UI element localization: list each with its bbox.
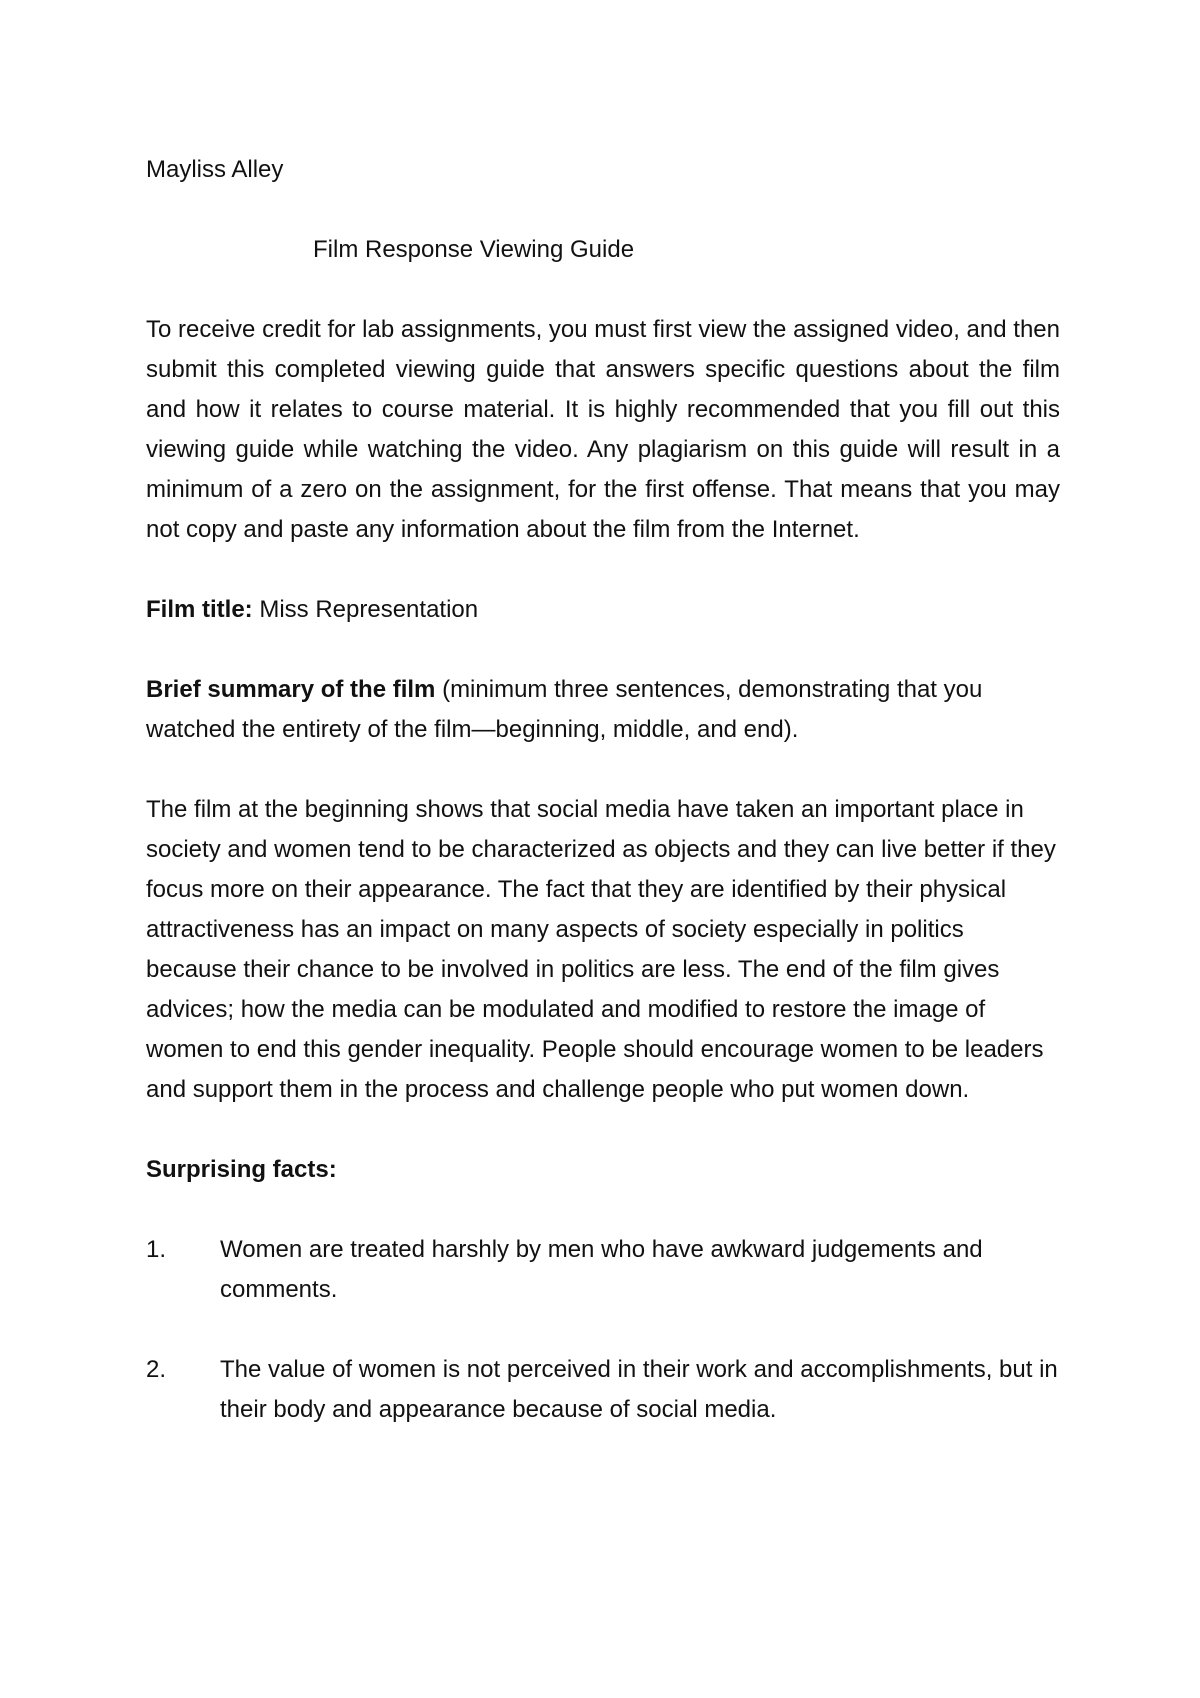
surprising-facts-list bbox=[146, 1230, 1060, 1430]
author-name: Mayliss Alley bbox=[146, 156, 284, 183]
list-item bbox=[146, 1350, 1060, 1430]
summary-heading bbox=[146, 670, 1060, 750]
list-item bbox=[146, 1230, 1060, 1310]
surprising-facts-label: Surprising facts: bbox=[146, 1156, 337, 1183]
list-item-text: The value of women is not perceived in their work and accomplishments, but in their body and appearance because of social media. bbox=[220, 1356, 1058, 1423]
film-title-label: Film title: bbox=[146, 596, 253, 623]
summary-instruction: (minimum three sentences, demonstrating that you watched the entirety of the film—beginning, middle, and end). bbox=[146, 676, 983, 743]
document-body bbox=[146, 150, 1060, 1470]
film-title-line bbox=[146, 590, 1060, 630]
list-item-number: 1. bbox=[146, 1236, 167, 1263]
instructions-paragraph: To receive credit for lab assignments, you must first view the assigned video, and then submit this completed viewing guide that answers specific questions about the film and how it relates to course material. It is highly recommended that you fill out this viewing guide while watching the video. Any plagiarism on this guide will result in a minimum of a zero on the assignment, for the first offense. That means that you may not copy and paste any information about the film from the Internet. bbox=[146, 316, 1060, 543]
film-title-value: Miss Representation bbox=[252, 596, 479, 623]
list-item-text: Women are treated harshly by men who have awkward judgements and comments. bbox=[220, 1236, 983, 1303]
list-item-number: 2. bbox=[146, 1356, 167, 1383]
summary-label: Brief summary of the film bbox=[146, 676, 436, 703]
document-title: Film Response Viewing Guide bbox=[313, 236, 635, 263]
summary-paragraph: The film at the beginning shows that social media have taken an important place in society and women tend to be characterized as objects and they can live better if they focus more on their appearance. The fact that they are identified by their physical attractiveness has an impact on many aspects of society especially in politics because their chance to be involved in politics are less. The end of the film gives advices; how the media can be modulated and modified to restore the image of women to end this gender inequality. People should encourage women to be leaders and support them in the process and challenge people who put women down. bbox=[146, 796, 1056, 1103]
